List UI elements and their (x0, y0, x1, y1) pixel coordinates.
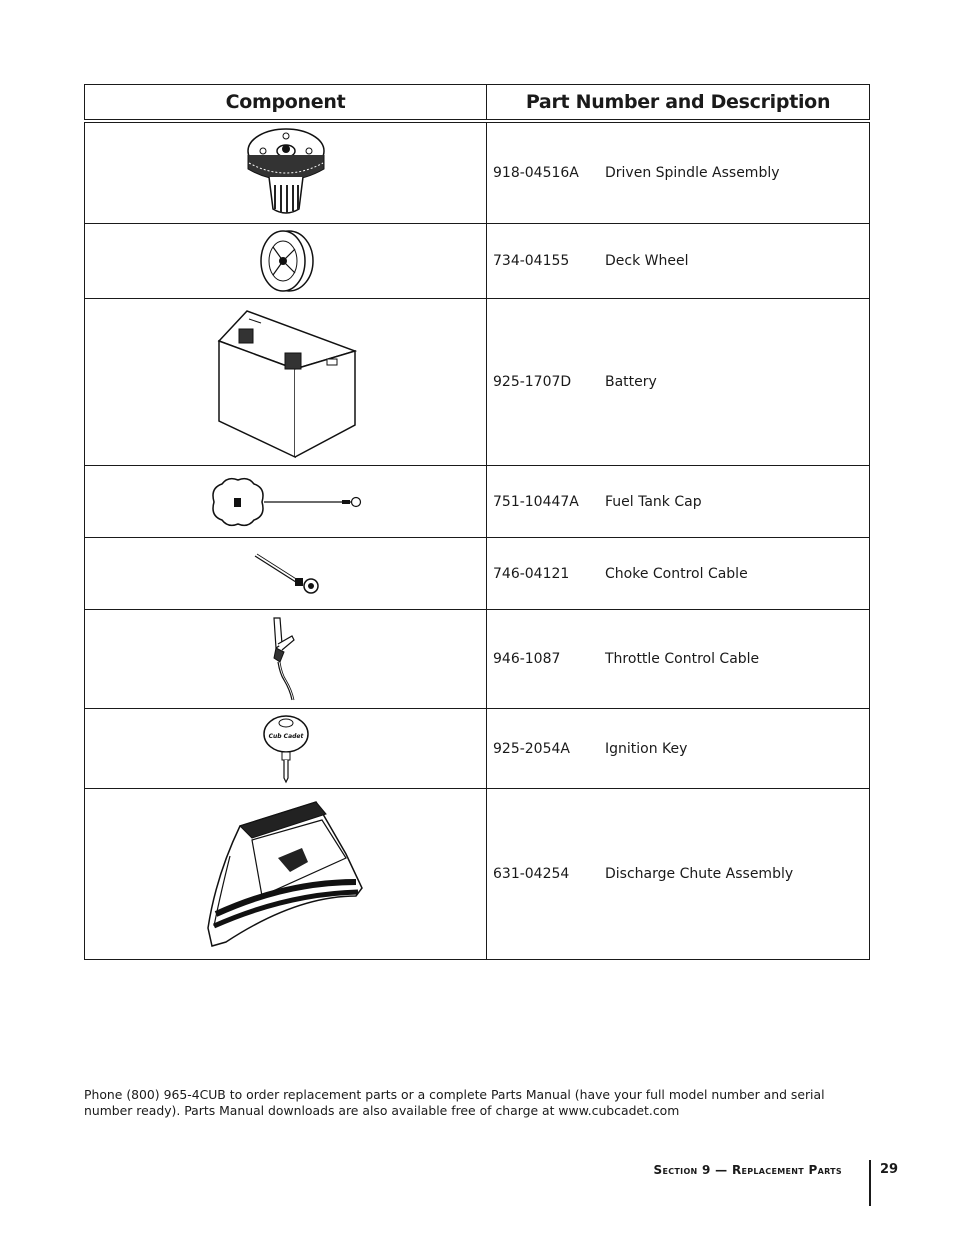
table-header-row (85, 85, 870, 120)
footer-divider (869, 1160, 871, 1206)
header-component: Component (85, 85, 487, 120)
table-row (85, 299, 870, 466)
table-row (85, 224, 870, 299)
part-description: Throttle Control Cable (605, 651, 760, 667)
discharge-chute-icon (206, 796, 366, 952)
part-number: 946-1087 (493, 651, 561, 667)
part-number: 925-1707D (493, 374, 572, 390)
table-row (85, 538, 870, 610)
key-brand-logo: Cub Cadet (268, 732, 303, 740)
part-number: 751-10447A (493, 493, 579, 510)
spindle-icon (241, 125, 331, 221)
part-description: Choke Control Cable (605, 565, 748, 582)
part-description: Fuel Tank Cap (605, 493, 702, 510)
part-description: Deck Wheel (605, 253, 689, 269)
ordering-note: Phone (800) 965-4CUB to order replacement parts or a complete Parts Manual (have your full model number and serial number ready). Parts Manual downloads are also available free of charge at www.cubcadet.com (84, 1087, 825, 1118)
table-row (85, 610, 870, 709)
part-description: Discharge Chute Assembly (605, 866, 794, 882)
part-number: 746-04121 (493, 565, 570, 582)
fuel-cap-icon (208, 474, 364, 530)
part-number: 918-04516A (493, 165, 579, 181)
header-part-number-description: Part Number and Description (487, 85, 870, 120)
battery-icon (215, 305, 357, 459)
part-number: 734-04155 (493, 253, 570, 269)
page-number: 29 (880, 1162, 899, 1177)
part-description: Driven Spindle Assembly (605, 165, 780, 181)
parts-table (84, 84, 870, 960)
part-description: Ignition Key (605, 740, 688, 757)
table-row (85, 709, 870, 789)
throttle-cable-icon (266, 614, 306, 704)
part-number: 631-04254 (493, 866, 570, 882)
ignition-key-icon (261, 714, 311, 784)
table-row (85, 123, 870, 224)
choke-cable-icon (251, 552, 321, 596)
section-label: Section 9 — Replacement Parts (653, 1163, 842, 1177)
deck-wheel-icon (251, 227, 321, 295)
part-number: 925-2054A (493, 740, 570, 757)
table-row (85, 789, 870, 960)
part-description: Battery (605, 374, 657, 390)
table-row (85, 466, 870, 538)
